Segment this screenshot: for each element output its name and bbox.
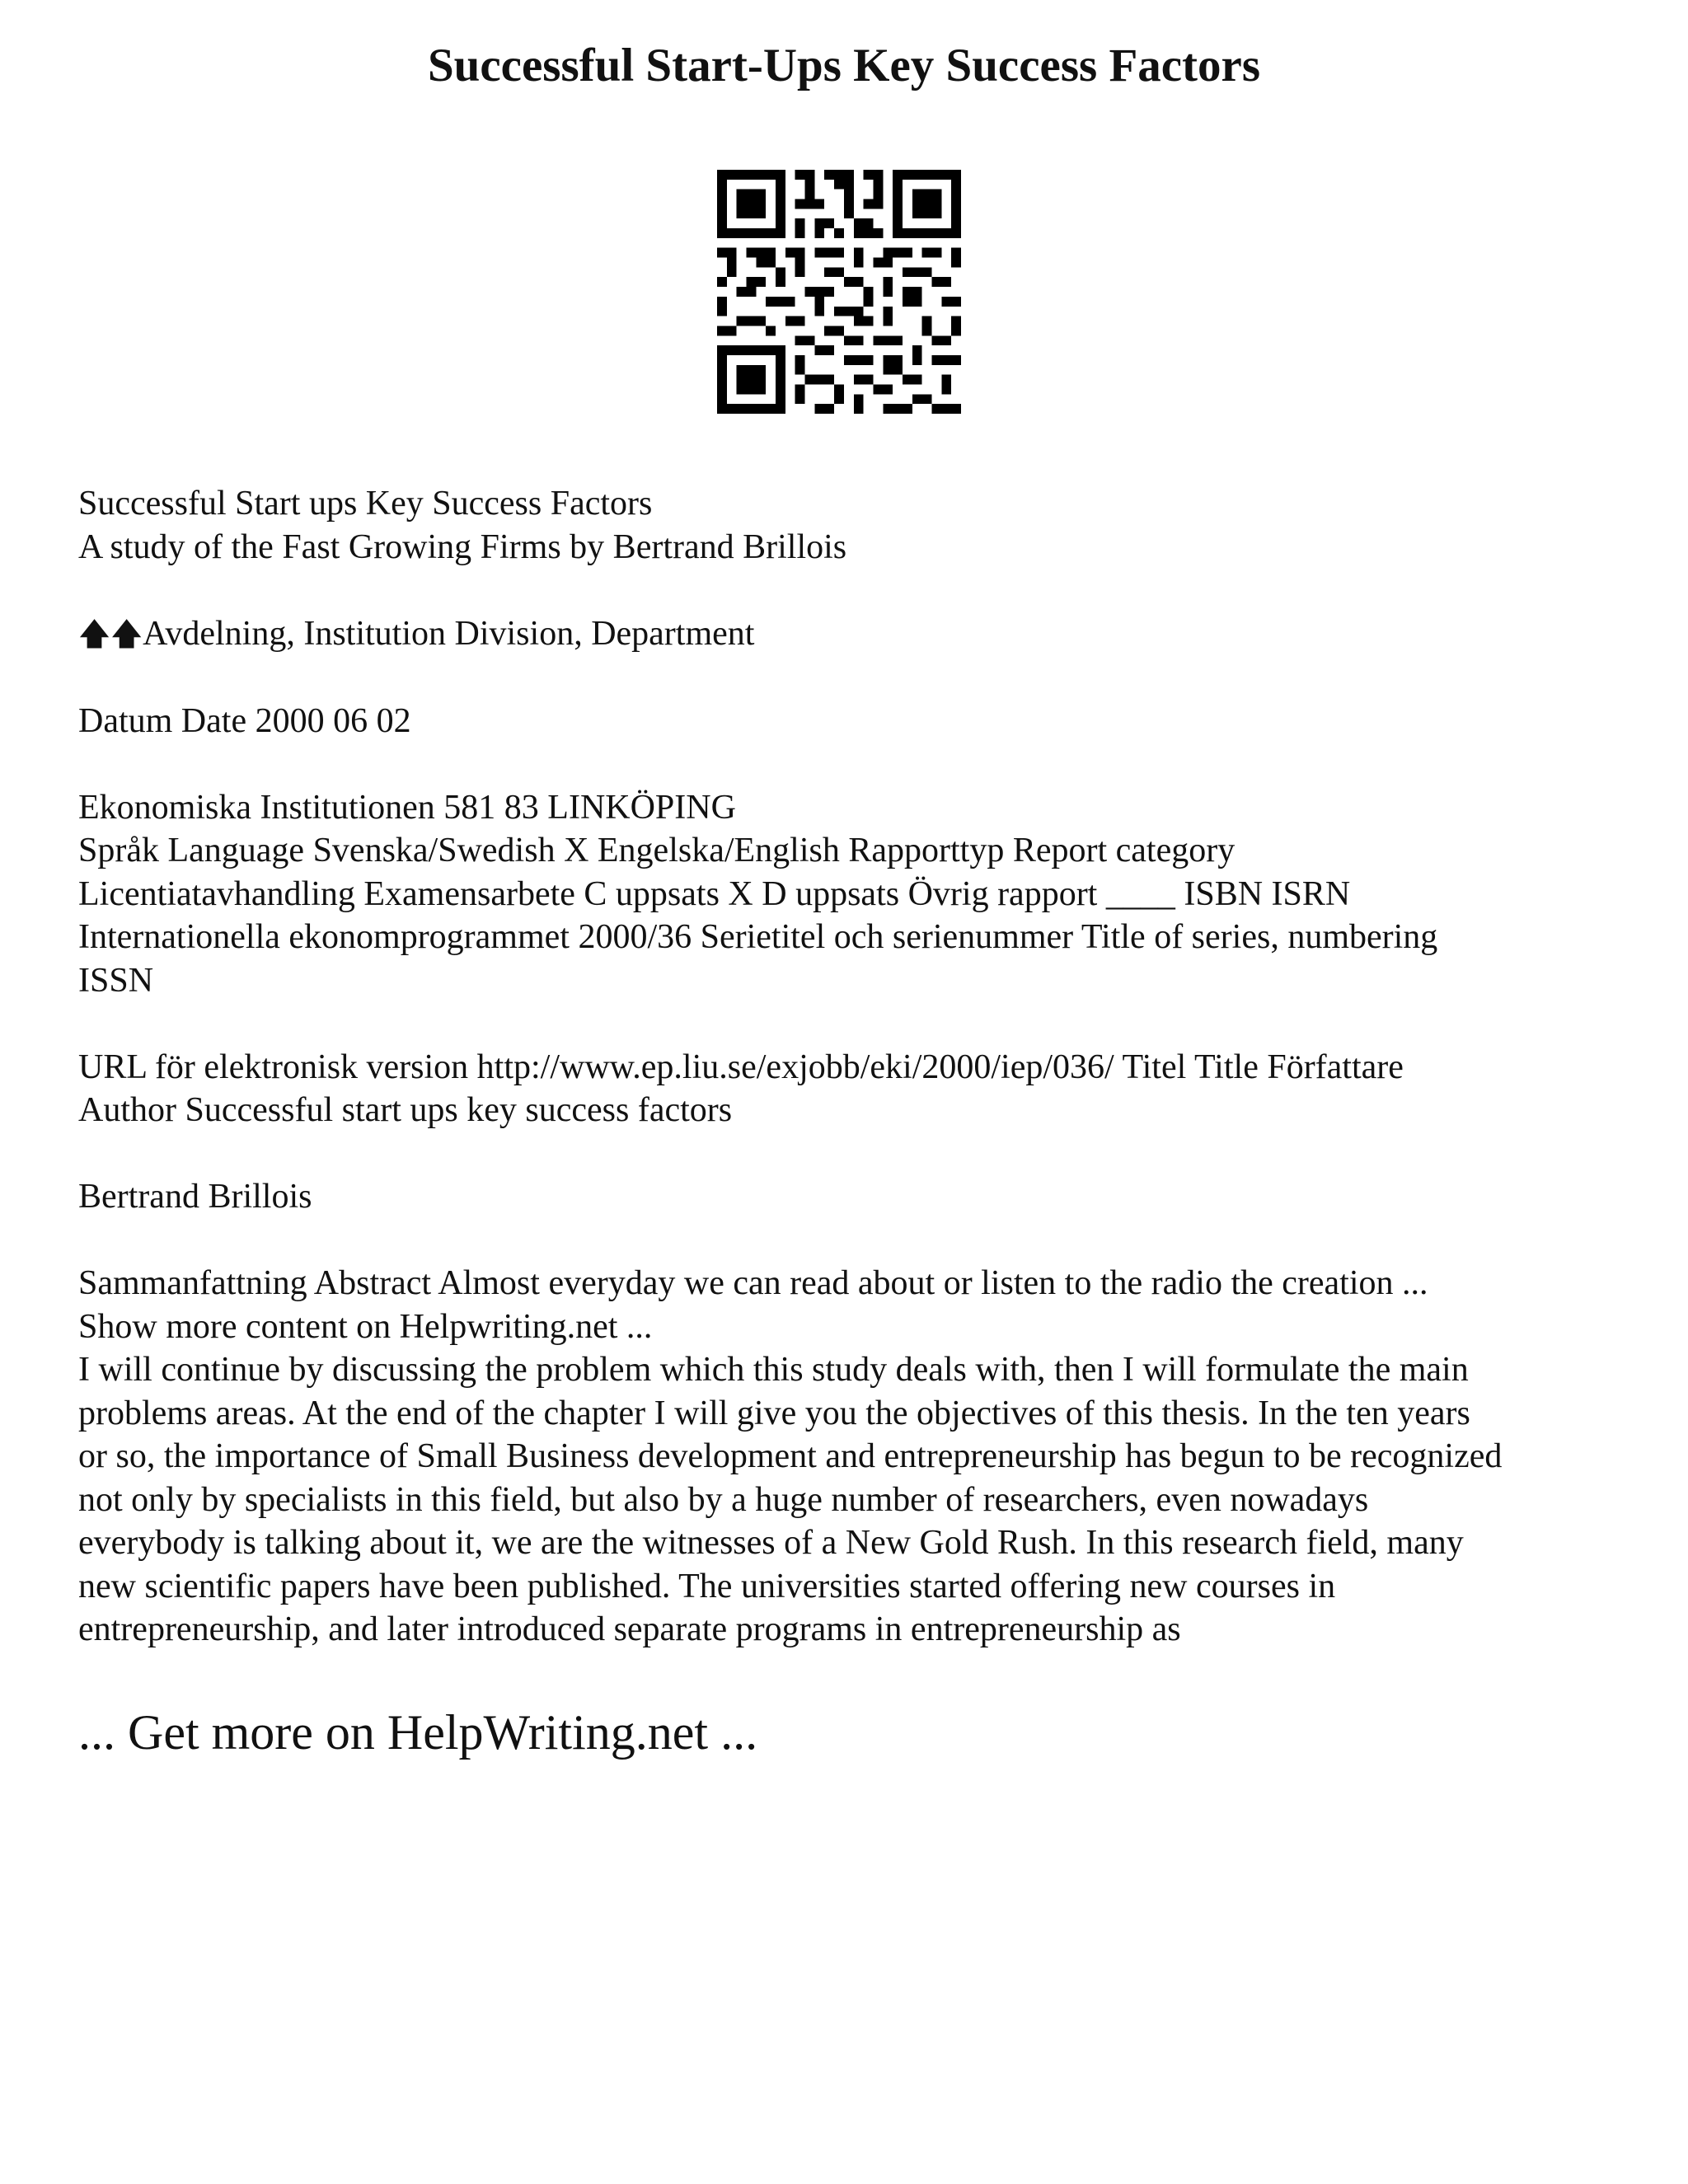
body-line: everybody is talking about it, we are the witnesses of a New Gold Rush. In this research field, many <box>78 1524 1464 1562</box>
document-body <box>78 482 1628 1652</box>
qr-code-icon <box>717 170 961 414</box>
language-line: Språk Language Svenska/Swedish X Engelska/English Rapporttyp Report category <box>78 832 1236 869</box>
heading-block <box>78 482 1628 569</box>
up-arrows-icon: 🡅🡅 <box>78 616 143 652</box>
url-line: URL för elektronisk version http://www.ep.liu.se/exjobb/eki/2000/iep/036/ Titel Title Författare <box>78 1047 1404 1086</box>
institution-block <box>78 786 1628 1003</box>
department-line <box>78 612 1628 657</box>
qr-code-graphic <box>717 170 961 414</box>
body-line: not only by specialists in this field, but also by a huge number of researchers, even nowadays <box>78 1480 1369 1519</box>
heading-line: Successful Start ups Key Success Factors <box>78 485 653 523</box>
body-text-block <box>78 1348 1628 1652</box>
page-title: Successful Start-Ups Key Success Factors <box>427 40 1261 91</box>
show-more-link[interactable]: Show more content on Helpwriting.net ... <box>78 1307 653 1346</box>
date-text: Datum Date 2000 06 02 <box>78 701 411 740</box>
series-line: Internationella ekonomprogrammet 2000/36 Serietitel och serienummer Title of series, numbering <box>78 918 1438 956</box>
body-line: entrepreneurship, and later introduced separate programs in entrepreneurship as <box>78 1610 1181 1648</box>
date-line <box>78 700 1628 743</box>
department-text: Avdelning, Institution Division, Department <box>143 614 755 653</box>
institution-line: Ekonomiska Institutionen 581 83 LINKÖPING <box>78 788 736 827</box>
issn-line: ISSN <box>78 961 154 1000</box>
body-line: problems areas. At the end of the chapter I will give you the objectives of this thesis. In the ten years <box>78 1394 1470 1432</box>
body-line: or so, the importance of Small Business development and entrepreneurship has begun to be recognized <box>78 1437 1503 1475</box>
author-block <box>78 1175 1628 1219</box>
get-more-link[interactable]: ... Get more on HelpWriting.net ... <box>78 1705 758 1760</box>
subheading-line: A study of the Fast Growing Firms by Bertrand Brillois <box>78 527 847 566</box>
author-title-line: Author Successful start ups key success factors <box>78 1091 733 1129</box>
abstract-block <box>78 1262 1628 1348</box>
body-line: new scientific papers have been published. The universities started offering new courses in <box>78 1567 1336 1605</box>
url-block <box>78 1046 1628 1132</box>
body-line: I will continue by discussing the problem which this study deals with, then I will formulate the main <box>78 1351 1469 1389</box>
abstract-line: Sammanfattning Abstract Almost everyday we can read about or listen to the radio the creation ... <box>78 1264 1428 1302</box>
author-name: Bertrand Brillois <box>78 1178 312 1216</box>
report-category-line: Licentiatavhandling Examensarbete C uppsats X D uppsats Övrig rapport ____ ISBN ISRN <box>78 874 1351 913</box>
